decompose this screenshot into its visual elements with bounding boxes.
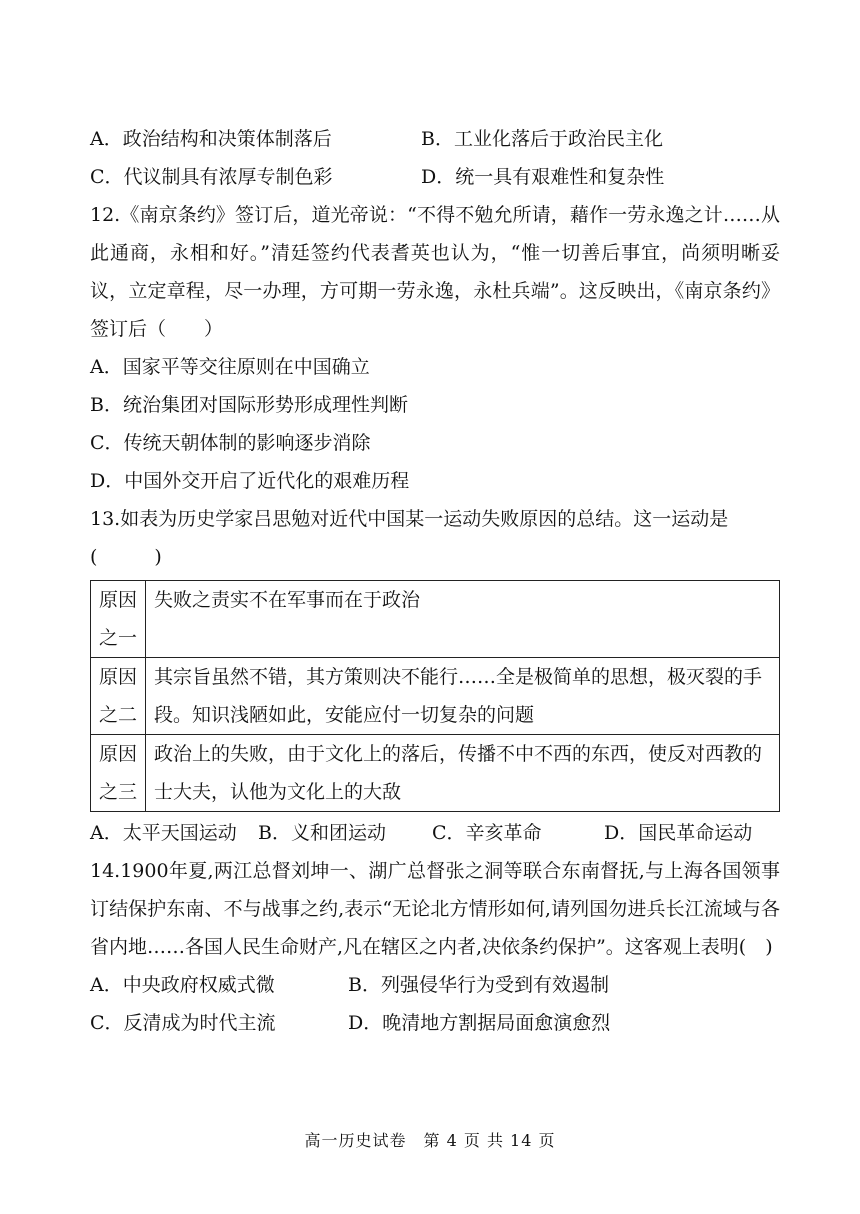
q13-option-a: A．太平天国运动 [90, 822, 237, 844]
q11-options-row-1 [90, 120, 780, 158]
q13-options [90, 814, 780, 852]
page-footer: 高一历史试卷 第 4 页 共 14 页 [304, 1131, 556, 1150]
q13-stem-paren: ( ) [90, 546, 162, 568]
q11-option-c: C．代议制具有浓厚专制色彩 [90, 166, 333, 188]
q11-option-b: B．工业化落后于政治民主化 [421, 128, 663, 150]
reason-label: 原因之一 [91, 581, 146, 658]
q14-option-b: B．列强侵华行为受到有效遏制 [348, 974, 609, 996]
q14-option-c: C．反清成为时代主流 [90, 1012, 276, 1034]
q13-option-c: C．辛亥革命 [432, 822, 542, 844]
reason-text: 政治上的失败，由于文化上的落后，传播不中不西的东西，使反对西教的士大夫，认他为文化上的大敌 [146, 735, 780, 812]
q14-options-row-1 [90, 966, 780, 1004]
q12-option-b: B．统治集团对国际形势形成理性判断 [90, 394, 408, 416]
q11-options-row-2 [90, 158, 780, 196]
table-row [91, 581, 780, 658]
exam-page [90, 120, 780, 1042]
reason-label: 原因之三 [91, 735, 146, 812]
q11-option-a: A．政治结构和决策体制落后 [90, 128, 332, 150]
q13-stem: 13.如表为历史学家吕思勉对近代中国某一运动失败原因的总结。这一运动是 [90, 508, 729, 530]
reason-label: 原因之二 [91, 658, 146, 735]
q13-reason-table [90, 580, 780, 812]
reason-text: 其宗旨虽然不错，其方策则决不能行……全是极简单的思想，极灭裂的手段。知识浅陋如此，安能应付一切复杂的问题 [146, 658, 780, 735]
q13-option-d: D．国民革命运动 [604, 822, 753, 844]
q13-option-b: B．义和团运动 [258, 822, 386, 844]
table-row [91, 735, 780, 812]
q11-option-d: D．统一具有艰难性和复杂性 [421, 166, 665, 188]
table-row [91, 658, 780, 735]
reason-text: 失败之责实不在军事而在于政治 [146, 581, 780, 658]
q12-stem: 12.《南京条约》签订后，道光帝说：“不得不勉允所请，藉作一劳永逸之计……从此通商，永相和好。”清廷签约代表耆英也认为，“惟一切善后事宜，尚须明晰妥议，立定章程，尽一办理，方可期一劳永逸，永杜兵端”。这反映出，《南京条约》签订后（ ） [90, 204, 780, 340]
q12-option-d: D．中国外交开启了近代化的艰难历程 [90, 470, 410, 492]
q12-option-c: C．传统天朝体制的影响逐步消除 [90, 432, 371, 454]
q14-stem: 14.1900年夏,两江总督刘坤一、湖广总督张之洞等联合东南督抚,与上海各国领事订结保护东南、不与战事之约,表示“无论北方情形如何,请列国勿进兵长江流域与各省内地……各国人民生命财产,凡在辖区之内者,决依条约保护”。这客观上表明( ) [90, 860, 780, 958]
q12-option-a: A．国家平等交往原则在中国确立 [90, 356, 370, 378]
q14-options-row-2 [90, 1004, 780, 1042]
q14-option-d: D．晚清地方割据局面愈演愈烈 [348, 1012, 611, 1034]
q14-option-a: A．中央政府权威式微 [90, 974, 275, 996]
